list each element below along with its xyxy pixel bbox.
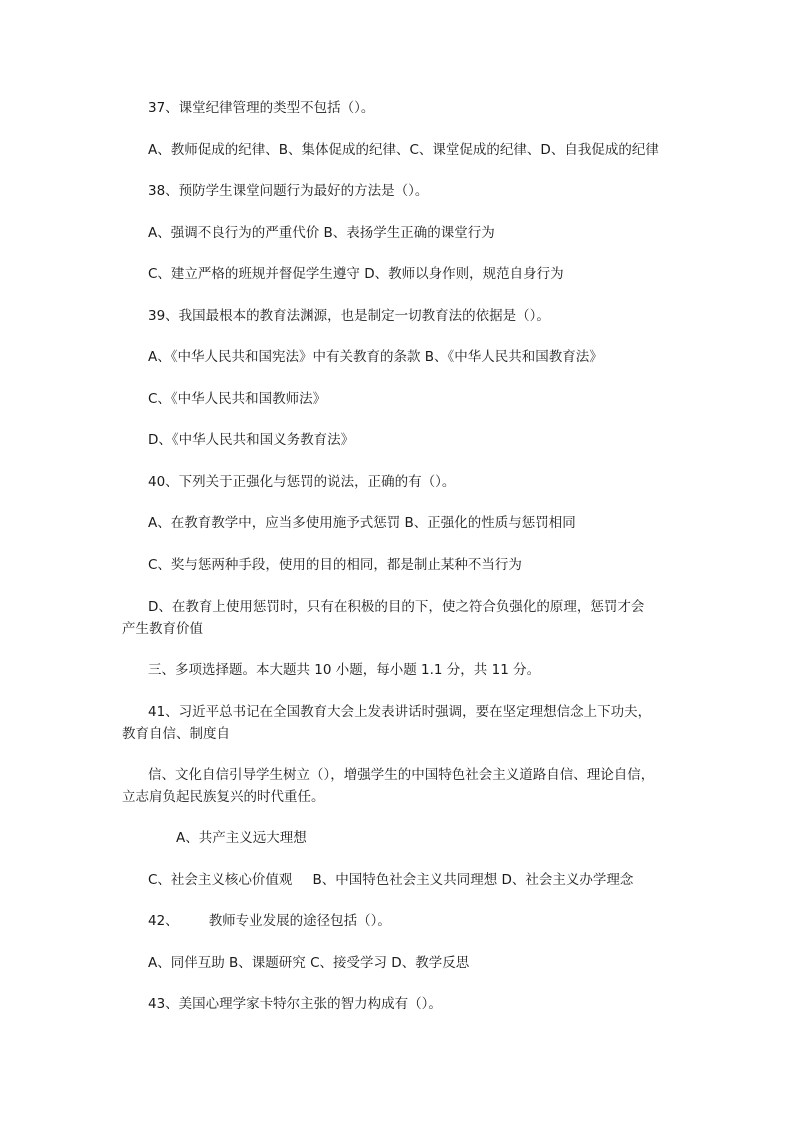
- question-39-options-ab: A、《中华人民共和国宪法》中有关教育的条款 B、《中华人民共和国教育法》: [148, 349, 603, 365]
- question-39: 39、我国最根本的教育法渊源，也是制定一切教育法的依据是（）。: [148, 308, 550, 324]
- question-41-options-row: [148, 870, 633, 890]
- question-41-line2: 教育自信、制度自: [122, 726, 230, 742]
- question-41-line3: 信、文化自信引导学生树立（），增强学生的中国特色社会主义道路自信、理论自信，: [148, 767, 655, 783]
- question-41-option-c: C、社会主义核心价值观: [148, 872, 293, 888]
- question-40-option-d-line2: 产生教育价值: [122, 621, 203, 637]
- question-40-option-c: C、奖与惩两种手段，使用的目的相同，都是制止某种不当行为: [148, 557, 522, 573]
- question-40-option-d-line1: D、在教育上使用惩罚时，只有在积极的目的下，使之符合负强化的原理，惩罚才会: [148, 599, 645, 615]
- question-42-options: A、同伴互助 B、课题研究 C、接受学习 D、教学反思: [148, 955, 470, 971]
- question-40-options-ab: A、在教育教学中，应当多使用施予式惩罚 B、正强化的性质与惩罚相同: [148, 515, 576, 531]
- question-38-options-ab: A、强调不良行为的严重代价 B、表扬学生正确的课堂行为: [148, 225, 495, 241]
- question-37: 37、课堂纪律管理的类型不包括（）。: [148, 100, 375, 116]
- question-41-option-a: A、共产主义远大理想: [176, 830, 307, 846]
- question-39-option-d: D、《中华人民共和国义务教育法》: [148, 432, 355, 448]
- section-3-heading: 三、多项选择题。本大题共 10 小题，每小题 1.1 分，共 11 分。: [148, 662, 541, 678]
- question-42: [148, 911, 391, 931]
- question-43: 43、美国心理学家卡特尔主张的智力构成有（）。: [148, 996, 442, 1012]
- question-38: 38、预防学生课堂问题行为最好的方法是（）。: [148, 183, 429, 199]
- question-41-options-bd: B、中国特色社会主义共同理想 D、社会主义办学理念: [312, 872, 634, 888]
- question-41-line1: 41、习近平总书记在全国教育大会上发表讲话时强调，要在坚定理想信念上下功夫，: [148, 704, 652, 720]
- question-40: 40、下列关于正强化与惩罚的说法，正确的有（）。: [148, 474, 456, 490]
- question-42-number: 42、: [148, 913, 179, 929]
- question-39-option-c: C、《中华人民共和国教师法》: [148, 391, 327, 407]
- question-42-text: 教师专业发展的途径包括（）。: [208, 913, 391, 929]
- question-37-options: A、教师促成的纪律、B、集体促成的纪律、C、课堂促成的纪律、D、自我促成的纪律: [148, 142, 659, 158]
- question-41-line4: 立志肩负起民族复兴的时代重任。: [122, 789, 325, 805]
- question-38-options-cd: C、建立严格的班规并督促学生遵守 D、教师以身作则，规范自身行为: [148, 266, 564, 282]
